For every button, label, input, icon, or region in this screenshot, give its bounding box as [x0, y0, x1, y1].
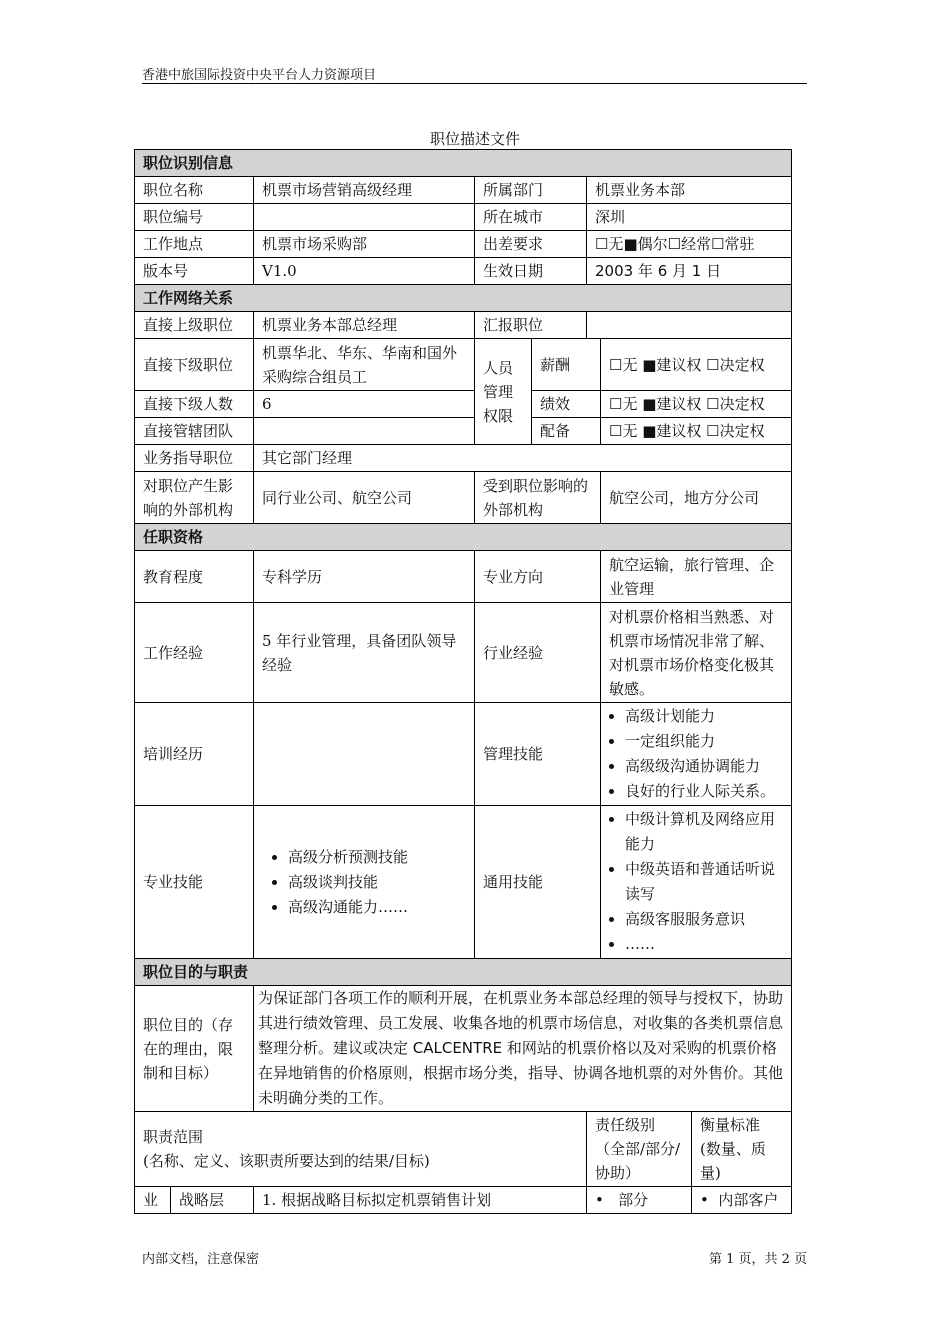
- duty-row-text: 1. 根据战略目标拟定机票销售计划: [254, 1187, 587, 1214]
- industry-exp-value: 对机票价格相当熟悉、对机票市场情况非常了解、对机票市场价格变化极其敏感。: [601, 603, 792, 703]
- salary-value: ☐无 ■建议权 ☐决定权: [601, 339, 792, 391]
- team-value: [254, 418, 475, 445]
- position-no-value: [254, 204, 475, 231]
- general-skill-label: 通用技能: [475, 806, 601, 959]
- performance-value: ☐无 ■建议权 ☐决定权: [601, 391, 792, 418]
- section-qualification: 任职资格: [135, 524, 792, 551]
- subordinate-label: 直接下级职位: [135, 339, 254, 391]
- section-purpose: 职位目的与职责: [135, 959, 792, 986]
- effective-date-label: 生效日期: [475, 258, 587, 285]
- duty-measure-header: [692, 1112, 792, 1187]
- major-value: 航空运输，旅行管理、企业管理: [601, 551, 792, 603]
- mgmt-skills-cell: [601, 703, 792, 806]
- general-skills-cell: [601, 806, 792, 959]
- ext-affect-value: 同行业公司、航空公司: [254, 472, 475, 524]
- duty-row-measure: • 内部客户: [692, 1187, 792, 1214]
- purpose-label: 职位目的（存在的理由，限制和目标）: [135, 986, 254, 1112]
- list-item: • 高级级沟通协调能力: [625, 754, 783, 779]
- travel-label: 出差要求: [475, 231, 587, 258]
- superior-label: 直接上级职位: [135, 312, 254, 339]
- duty-row-layer: 战略层: [171, 1187, 254, 1214]
- education-label: 教育程度: [135, 551, 254, 603]
- pro-skills-cell: [254, 806, 475, 959]
- work-exp-value: 5 年行业管理，具备团队领导经验: [254, 603, 475, 703]
- salary-label: 薪酬: [532, 339, 601, 391]
- section-id-info: 职位识别信息: [135, 150, 792, 177]
- duty-level-desc: （全部/部分/协助）: [595, 1140, 681, 1182]
- list-item: • 高级客服服务意识: [625, 907, 783, 932]
- location-value: 机票市场采购部: [254, 231, 475, 258]
- sub-count-value: 6: [254, 391, 475, 418]
- duty-row-measure-text: 内部客户: [718, 1191, 779, 1209]
- dept-label: 所属部门: [475, 177, 587, 204]
- training-value: [254, 703, 475, 806]
- document-title: 职位描述文件: [429, 130, 520, 148]
- training-label: 培训经历: [135, 703, 254, 806]
- duty-scope-label: 职责范围: [143, 1128, 204, 1146]
- report-value: [587, 312, 792, 339]
- position-name-label: 职位名称: [135, 177, 254, 204]
- sub-count-label: 直接下级人数: [135, 391, 254, 418]
- work-exp-label: 工作经验: [135, 603, 254, 703]
- footer-confidential: 内部文档，注意保密: [142, 1252, 260, 1267]
- staffing-label: 配备: [532, 418, 601, 445]
- list-item: • 中级计算机及网络应用能力: [625, 807, 783, 857]
- mgmt-skill-label: 管理技能: [475, 703, 601, 806]
- city-label: 所在城市: [475, 204, 587, 231]
- effective-date-value: 2003 年 6 月 1 日: [587, 258, 792, 285]
- duty-row-category: 业: [135, 1187, 171, 1214]
- list-item: • 良好的行业人际关系。: [625, 779, 783, 804]
- duty-measure-desc: (数量、质量): [700, 1140, 766, 1182]
- version-value: V1.0: [254, 258, 475, 285]
- guidance-label: 业务指导职位: [135, 445, 254, 472]
- duty-row-level-text: 部分: [618, 1191, 649, 1209]
- version-label: 版本号: [135, 258, 254, 285]
- duty-measure-label: 衡量标准: [700, 1116, 761, 1134]
- guidance-value: 其它部门经理: [254, 445, 792, 472]
- ext-affected-label: 受到职位影响的外部机构: [475, 472, 601, 524]
- duty-scope-header: [135, 1112, 587, 1187]
- industry-exp-label: 行业经验: [475, 603, 601, 703]
- list-item: • 中级英语和普通话听说读写: [625, 857, 783, 907]
- ext-affect-label: 对职位产生影响的外部机构: [135, 472, 254, 524]
- team-label: 直接管辖团队: [135, 418, 254, 445]
- list-item: • 高级分析预测技能: [288, 845, 466, 870]
- duty-level-header: [587, 1112, 692, 1187]
- header-project: 香港中旅国际投资中央平台人力资源项目: [142, 68, 377, 83]
- list-item: • ……: [625, 932, 783, 957]
- position-no-label: 职位编号: [135, 204, 254, 231]
- superior-value: 机票业务本部总经理: [254, 312, 475, 339]
- footer-page-number: 第 1 页，共 2 页: [709, 1252, 808, 1267]
- position-name-value: 机票市场营销高级经理: [254, 177, 475, 204]
- education-value: 专科学历: [254, 551, 475, 603]
- duty-scope-desc: (名称、定义、该职责所要达到的结果/目标): [143, 1152, 430, 1170]
- staffing-value: ☐无 ■建议权 ☐决定权: [601, 418, 792, 445]
- subordinate-value: 机票华北、华东、华南和国外采购综合组员工: [254, 339, 475, 391]
- hr-authority-label: 人员管理权限: [475, 339, 532, 445]
- city-value: 深圳: [587, 204, 792, 231]
- list-item: • 一定组织能力: [625, 729, 783, 754]
- job-description-table: [134, 149, 792, 1214]
- report-label: 汇报职位: [475, 312, 587, 339]
- duty-row-level: • 部分: [587, 1187, 692, 1214]
- section-network: 工作网络关系: [135, 285, 792, 312]
- major-label: 专业方向: [475, 551, 601, 603]
- location-label: 工作地点: [135, 231, 254, 258]
- list-item: • 高级谈判技能: [288, 870, 466, 895]
- pro-skill-label: 专业技能: [135, 806, 254, 959]
- duty-level-label: 责任级别: [595, 1116, 656, 1134]
- dept-value: 机票业务本部: [587, 177, 792, 204]
- list-item: • 高级计划能力: [625, 704, 783, 729]
- performance-label: 绩效: [532, 391, 601, 418]
- purpose-text: 为保证部门各项工作的顺利开展，在机票业务本部总经理的领导与授权下，协助其进行绩效管理、员工发展、收集各地的机票市场信息，对收集的各类机票信息整理分析。建议或决定 CALCENTRE 和网站的机票价格以及对采购的机票价格在异地销售的价格原则，根据市场分类，指导、协调各地机票的对外售价。其他未明确分类的工作。: [254, 986, 792, 1112]
- list-item: • 高级沟通能力……: [288, 895, 466, 920]
- header-divider: [142, 83, 807, 84]
- travel-value: ☐无■偶尔☐经常☐常驻: [587, 231, 792, 258]
- ext-affected-value: 航空公司，地方分公司: [601, 472, 792, 524]
